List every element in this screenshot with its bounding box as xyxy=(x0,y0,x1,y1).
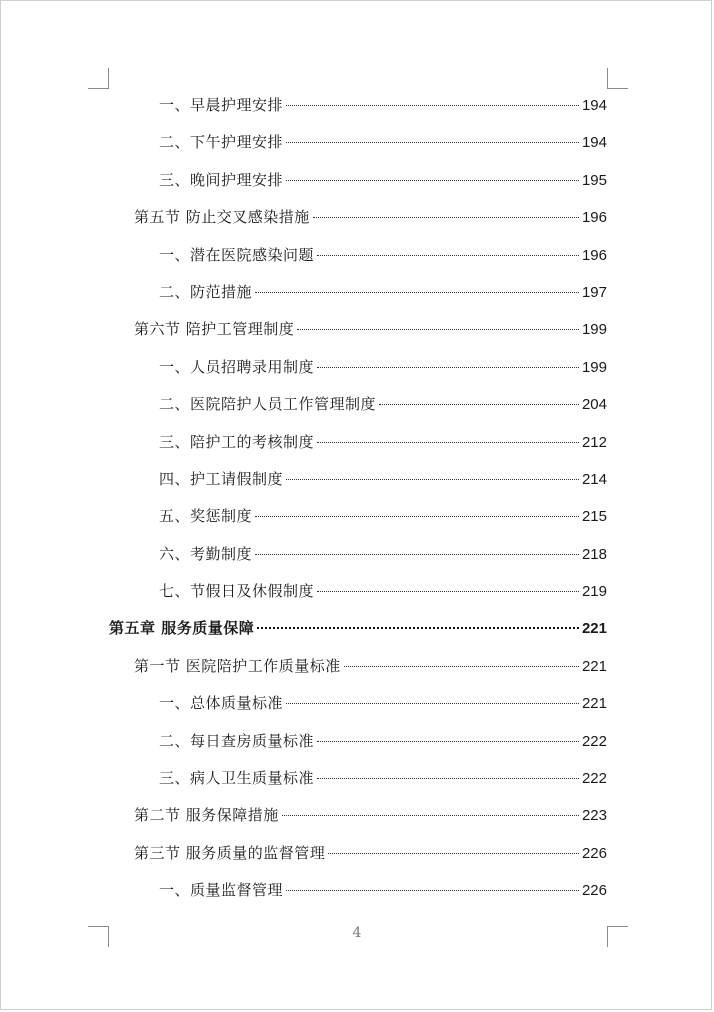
toc-entry[interactable] xyxy=(109,386,607,423)
toc-dot-leader xyxy=(286,180,579,181)
toc-entry-page: 226 xyxy=(581,882,607,900)
toc-entry-page: 223 xyxy=(581,807,607,825)
toc-dot-leader xyxy=(344,666,579,667)
toc-entry-title: 五、奖惩制度 xyxy=(159,507,253,526)
toc-entry-title: 一、早晨护理安排 xyxy=(159,96,284,114)
toc-dot-leader xyxy=(313,217,579,218)
toc-entry[interactable] xyxy=(109,87,607,124)
toc-entry-title: 第三节 服务质量的监督管理 xyxy=(134,843,326,862)
toc-dot-leader xyxy=(297,329,579,330)
toc-entry-title: 第二节 服务保障措施 xyxy=(134,806,279,825)
toc-entry-page: 194 xyxy=(581,134,607,152)
toc-entry-title: 三、陪护工的考核制度 xyxy=(159,432,315,451)
toc-entry-title: 二、每日查房质量标准 xyxy=(159,731,315,750)
toc-entry-title: 一、质量监督管理 xyxy=(159,881,284,900)
toc-entry[interactable] xyxy=(109,573,607,610)
toc-dot-leader xyxy=(379,404,579,405)
toc-entry-page: 222 xyxy=(581,770,607,788)
crop-mark-bottom-right xyxy=(607,926,628,947)
toc-entry-page: 221 xyxy=(581,695,607,713)
toc-entry[interactable] xyxy=(109,648,607,685)
toc-entry-title: 四、护工请假制度 xyxy=(159,469,284,488)
toc-entry[interactable] xyxy=(109,723,607,760)
toc-dot-leader xyxy=(317,442,579,443)
toc-entry-title: 二、防范措施 xyxy=(159,282,253,301)
crop-mark-top-right xyxy=(607,68,628,89)
toc-entry-page: 196 xyxy=(581,246,607,264)
toc-entry[interactable] xyxy=(109,124,607,161)
toc-entry-page: 196 xyxy=(581,209,607,227)
toc-entry-page: 199 xyxy=(581,321,607,339)
toc-dot-leader xyxy=(286,703,579,704)
crop-mark-top-left xyxy=(88,68,109,89)
toc-dot-leader xyxy=(317,255,579,256)
toc-entry-page: 215 xyxy=(581,508,607,526)
toc-dot-leader xyxy=(286,105,579,106)
toc-entry-title: 三、病人卫生质量标准 xyxy=(159,769,315,788)
toc-dot-leader xyxy=(282,815,579,816)
toc-entry-page: 222 xyxy=(581,732,607,750)
toc-entry-page: 195 xyxy=(581,171,607,189)
toc-entry[interactable] xyxy=(109,835,607,872)
toc-entry-page: 194 xyxy=(581,97,607,114)
toc-entry-title: 七、节假日及休假制度 xyxy=(159,582,315,601)
toc-entry-page: 219 xyxy=(581,583,607,601)
toc-entry-title: 六、考勤制度 xyxy=(159,544,253,563)
toc-dot-leader xyxy=(328,853,579,854)
toc-entry-title: 一、人员招聘录用制度 xyxy=(159,357,315,376)
table-of-contents xyxy=(109,87,607,910)
toc-dot-leader xyxy=(317,741,579,742)
toc-entry[interactable] xyxy=(109,237,607,274)
toc-entry-page: 221 xyxy=(581,657,607,675)
toc-entry-page: 197 xyxy=(581,283,607,301)
toc-entry[interactable] xyxy=(109,199,607,236)
toc-dot-leader xyxy=(255,516,579,517)
toc-dot-leader xyxy=(286,142,579,143)
toc-entry[interactable] xyxy=(109,162,607,199)
toc-entry[interactable] xyxy=(109,610,607,647)
toc-entry[interactable] xyxy=(109,311,607,348)
toc-entry[interactable] xyxy=(109,349,607,386)
toc-entry[interactable] xyxy=(109,685,607,722)
toc-entry[interactable] xyxy=(109,797,607,834)
toc-entry-title: 第一节 医院陪护工作质量标准 xyxy=(134,656,341,675)
toc-entry-title: 三、晚间护理安排 xyxy=(159,170,284,189)
toc-dot-leader xyxy=(317,778,579,779)
toc-entry-page: 204 xyxy=(581,396,607,414)
toc-entry-page: 226 xyxy=(581,844,607,862)
toc-entry-title: 第五章 服务质量保障 xyxy=(109,619,255,638)
toc-dot-leader xyxy=(257,627,579,629)
toc-entry-page: 214 xyxy=(581,470,607,488)
toc-entry-title: 一、总体质量标准 xyxy=(159,694,284,713)
toc-entry-title: 二、医院陪护人员工作管理制度 xyxy=(159,395,377,414)
toc-entry-title: 第五节 防止交叉感染措施 xyxy=(134,208,310,227)
toc-entry[interactable] xyxy=(109,498,607,535)
toc-dot-leader xyxy=(286,479,579,480)
toc-entry-page: 212 xyxy=(581,433,607,451)
crop-mark-bottom-left xyxy=(88,926,109,947)
toc-entry-title: 第六节 陪护工管理制度 xyxy=(134,320,295,339)
toc-entry-title: 二、下午护理安排 xyxy=(159,133,284,152)
toc-entry-page: 199 xyxy=(581,358,607,376)
toc-entry[interactable] xyxy=(109,536,607,573)
toc-entry-title: 一、潜在医院感染问题 xyxy=(159,245,315,264)
toc-dot-leader xyxy=(317,367,579,368)
toc-entry[interactable] xyxy=(109,274,607,311)
toc-entry[interactable] xyxy=(109,872,607,909)
toc-entry[interactable] xyxy=(109,760,607,797)
toc-dot-leader xyxy=(255,292,579,293)
toc-dot-leader xyxy=(317,591,579,592)
page-number: 4 xyxy=(352,925,362,941)
toc-dot-leader xyxy=(286,890,579,891)
toc-entry[interactable] xyxy=(109,461,607,498)
toc-entry-page: 221 xyxy=(581,620,607,638)
toc-entry[interactable] xyxy=(109,424,607,461)
toc-dot-leader xyxy=(255,554,579,555)
toc-entry-page: 218 xyxy=(581,545,607,563)
